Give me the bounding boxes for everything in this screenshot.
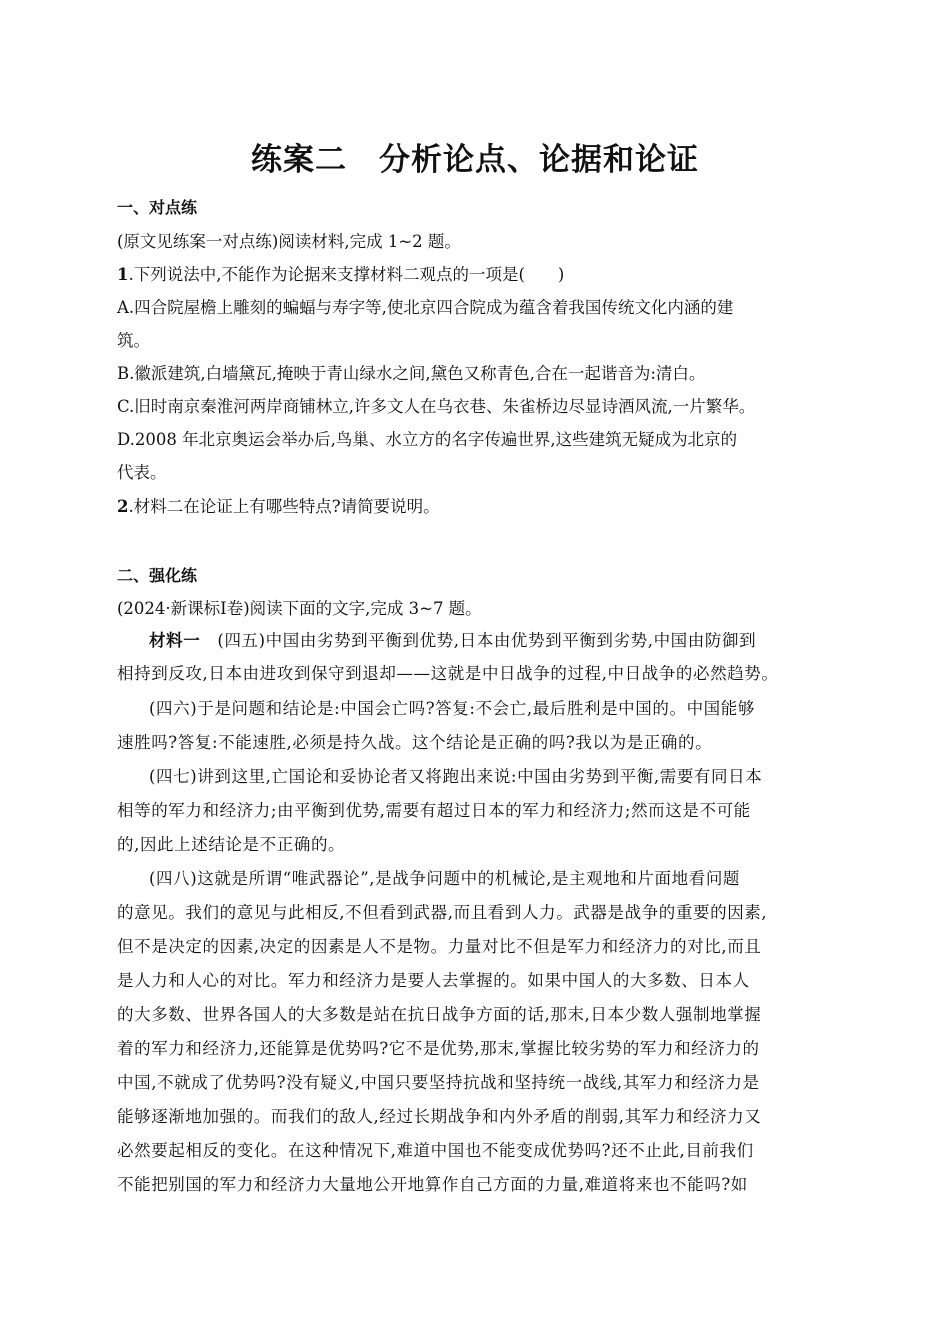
material-label: 材料一 [149, 631, 201, 650]
option-b: B.徽派建筑,白墙黛瓦,掩映于青山绿水之间,黛色又称青色,合在一起谐音为:清白。 [117, 364, 706, 383]
passage-line: 必然要起相反的变化。在这种情况下,难道中国也不能变成优势吗?还不止此,目前我们 [117, 1141, 754, 1160]
passage-line: 着的军力和经济力,还能算是优势吗?它不是优势,那末,掌握比较劣势的军力和经济力的 [117, 1039, 760, 1058]
question-2-stem: .材料二在论证上有哪些特点?请简要说明。 [128, 497, 440, 516]
option-d: D.2008 年北京奥运会举办后,鸟巢、水立方的名字传遍世界,这些建筑无疑成为北京的 [117, 430, 738, 449]
passage-line: 相等的军力和经济力;由平衡到优势,需要有超过日本的军力和经济力;然而这是不可能 [117, 801, 751, 820]
question-1-number: 1 [117, 265, 129, 284]
question-1-stem: .下列说法中,不能作为论据来支撑材料二观点的一项是( ) [128, 265, 565, 284]
section1-intro: (原文见练案一对点练)阅读材料,完成 1~2 题。 [117, 232, 461, 251]
option-c: C.旧时南京秦淮河两岸商铺林立,许多文人在乌衣巷、朱雀桥边尽显诗酒风流,一片繁华。 [117, 397, 756, 416]
passage-line: 不能把别国的军力和经济力大量地公开地算作自己方面的力量,难道将来也不能吗?如 [117, 1175, 748, 1194]
passage-line: 的意见。我们的意见与此相反,不但看到武器,而且看到人力。武器是战争的重要的因素, [117, 903, 768, 922]
passage-line: 速胜吗?答复:不能速胜,必须是持久战。这个结论是正确的吗?我以为是正确的。 [117, 733, 713, 752]
option-d-continued: 代表。 [117, 463, 167, 482]
question-2-number: 2 [117, 497, 129, 516]
question-2 [117, 495, 440, 519]
passage-line: (四六)于是问题和结论是:中国会亡吗?答复:不会亡,最后胜利是中国的。中国能够 [149, 699, 755, 718]
passage-line: (四七)讲到这里,亡国论和妥协论者又将跑出来说:中国由劣势到平衡,需要有同日本 [149, 767, 763, 786]
passage-line: 能够逐渐地加强的。而我们的敌人,经过长期战争和内外矛盾的削弱,其军力和经济力又 [117, 1107, 762, 1126]
page-title: 练案二 分析论点、论据和论证 [251, 142, 699, 178]
passage-line: 但不是决定的因素,决定的因素是人不是物。力量对比不但是军力和经济力的对比,而且 [117, 937, 762, 956]
passage-line: 的,因此上述结论是不正确的。 [117, 835, 346, 854]
section-heading-1: 一、对点练 [117, 198, 198, 217]
passage-line: 中国,不就成了优势吗?没有疑义,中国只要坚持抗战和坚持统一战线,其军力和经济力是 [117, 1073, 760, 1092]
passage-line [149, 629, 756, 653]
option-a-continued: 筑。 [117, 331, 150, 350]
passage-text: (四五)中国由劣势到平衡到优势,日本由优势到平衡到劣势,中国由防御到 [200, 631, 757, 650]
passage-line: (四八)这就是所谓“唯武器论”,是战争问题中的机械论,是主观地和片面地看问题 [149, 869, 741, 888]
passage-line: 相持到反攻,日本由进攻到保守到退却——这就是中日战争的过程,中日战争的必然趋势。 [117, 664, 779, 683]
section-heading-2: 二、强化练 [117, 566, 198, 585]
section2-intro: (2024·新课标Ⅰ卷)阅读下面的文字,完成 3~7 题。 [117, 599, 482, 618]
passage-line: 的大多数、世界各国人的大多数是站在抗日战争方面的话,那末,日本少数人强制地掌握 [117, 1005, 762, 1024]
passage-line: 是人力和人心的对比。军力和经济力是要人去掌握的。如果中国人的大多数、日本人 [117, 971, 750, 990]
option-a: A.四合院屋檐上雕刻的蝙蝠与寿字等,使北京四合院成为蕴含着我国传统文化内涵的建 [117, 298, 734, 317]
question-1 [117, 263, 564, 287]
